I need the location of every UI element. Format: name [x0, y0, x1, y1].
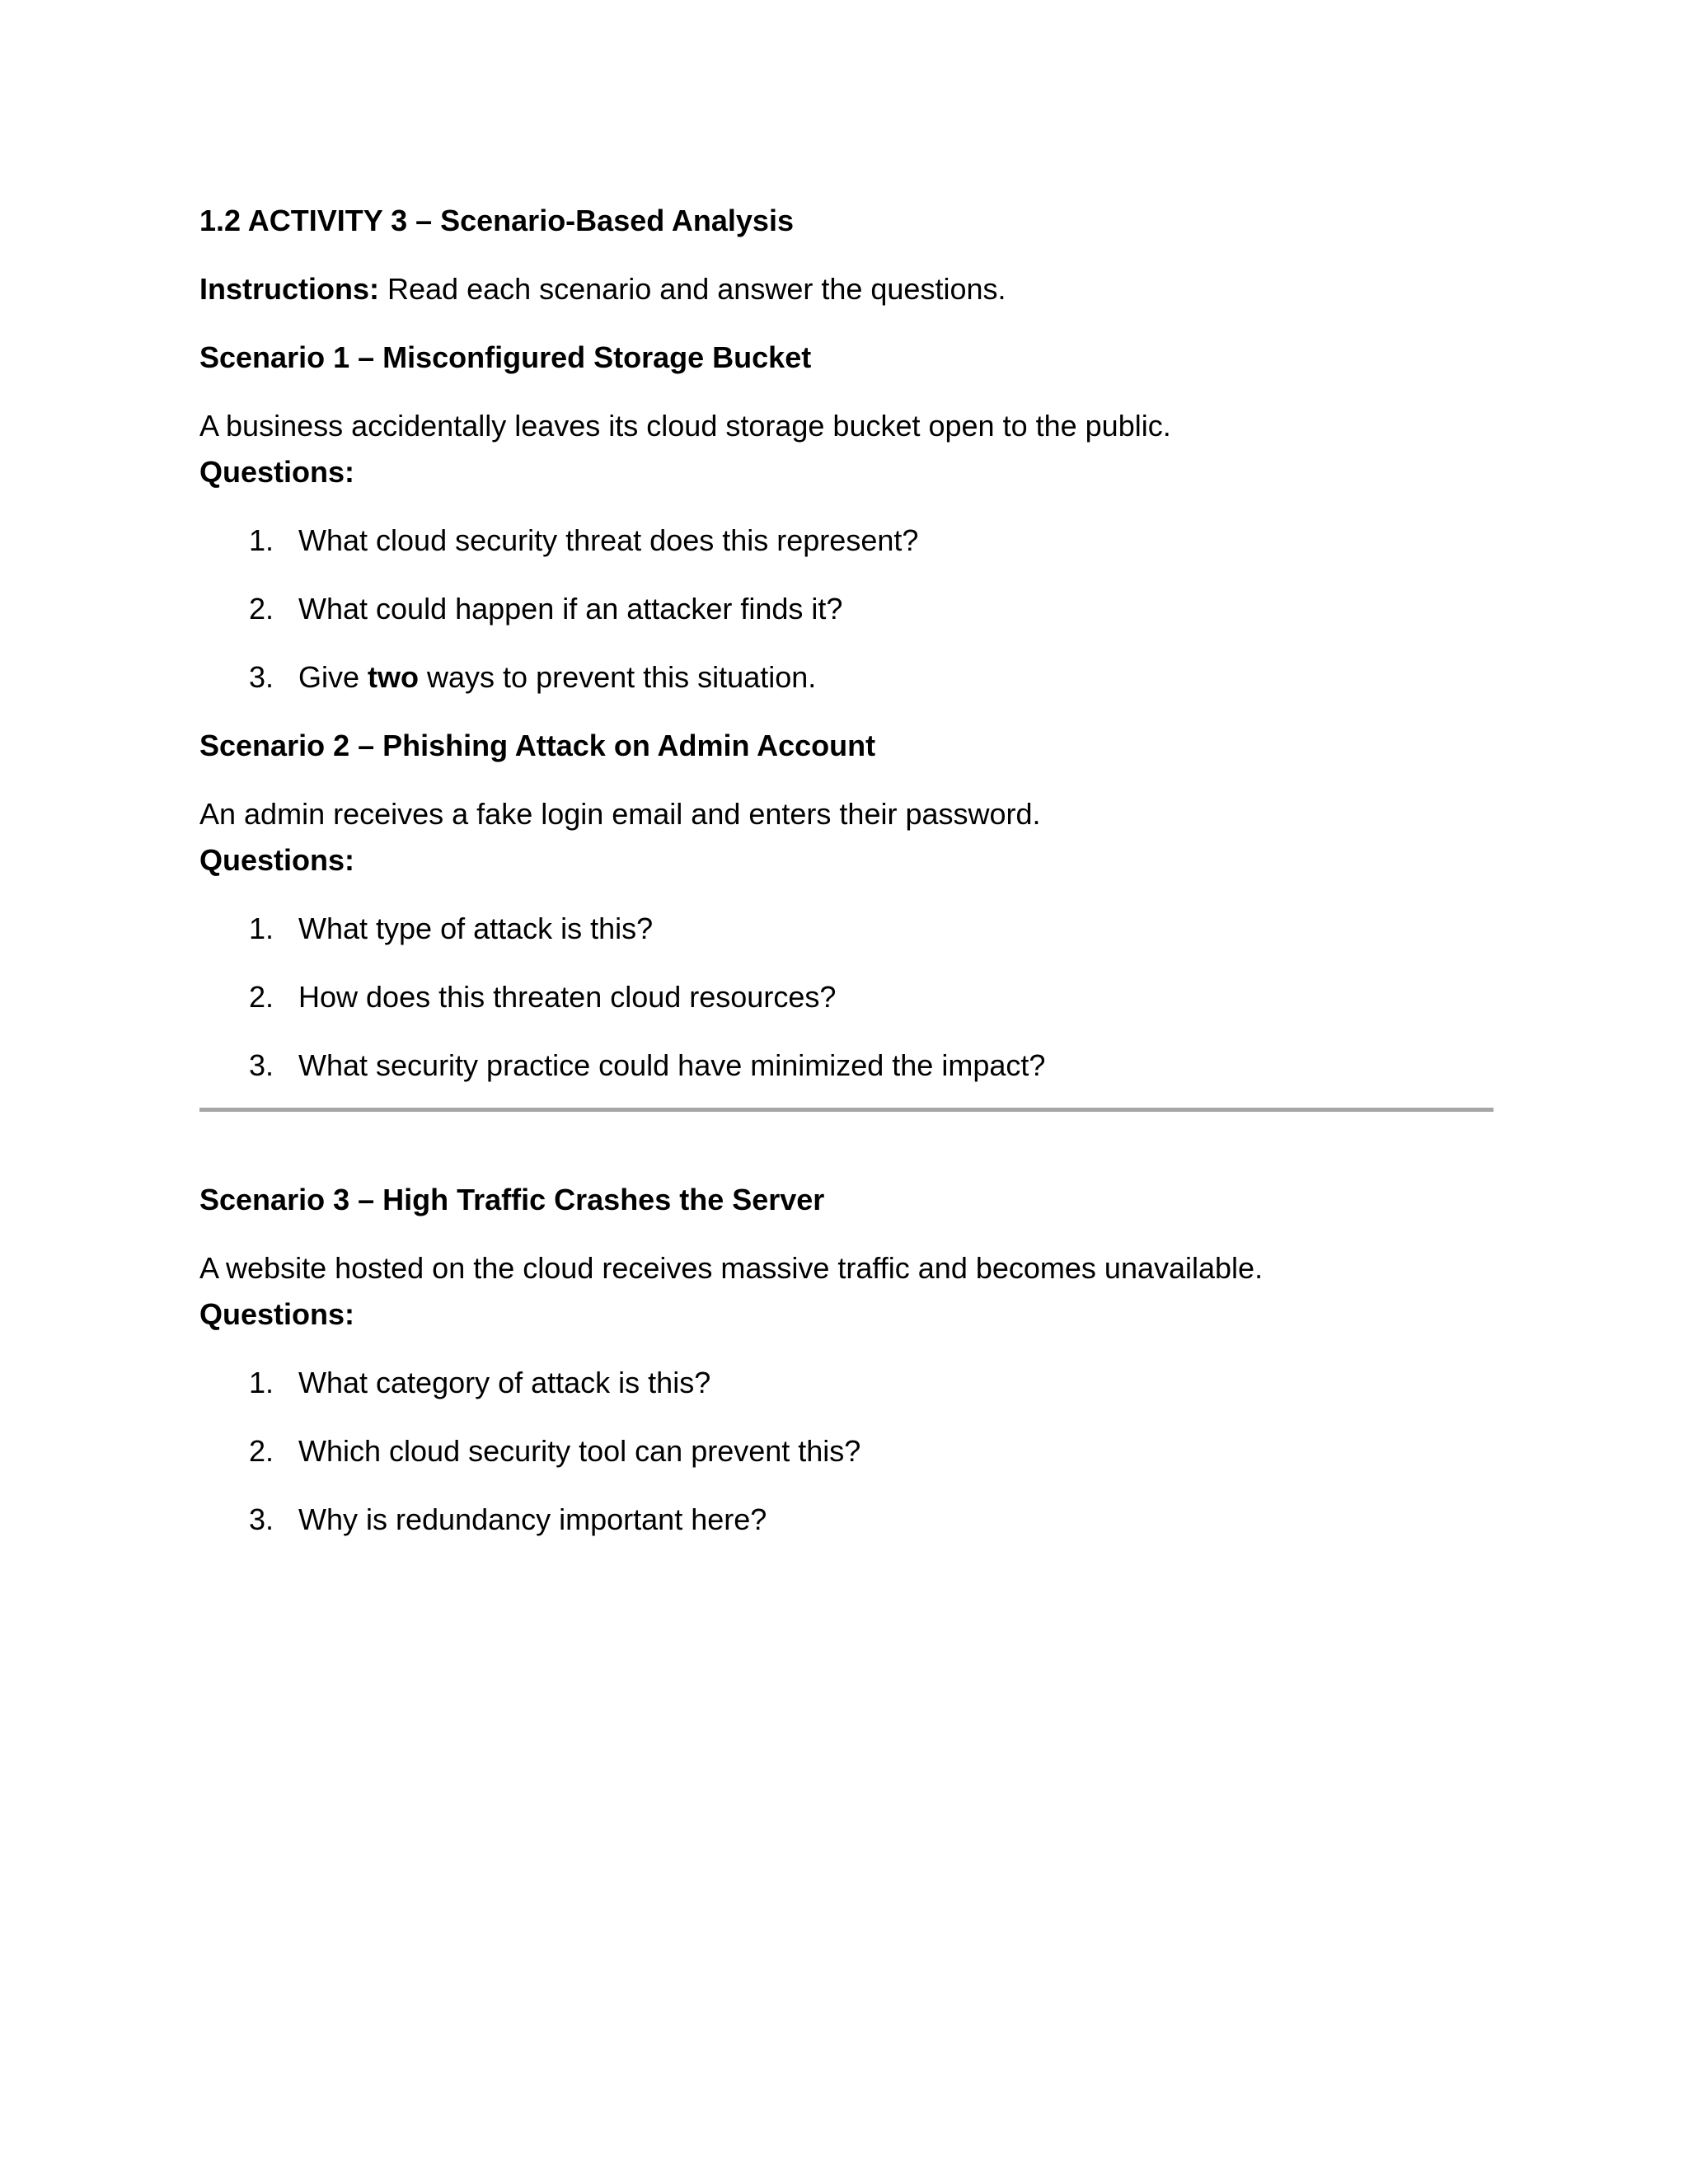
scenario-description: An admin receives a fake login email and enters their password.	[199, 797, 1041, 831]
question-list	[199, 906, 1493, 1089]
rule-spacer	[199, 1089, 1493, 1108]
question-list	[199, 518, 1493, 701]
question-text: What category of attack is this?	[298, 1366, 711, 1399]
scenario-title: Scenario 3 – High Traffic Crashes the Server	[199, 1183, 825, 1216]
question-text: What security practice could have minimized the impact?	[298, 1048, 1046, 1082]
question-item	[199, 1043, 1493, 1089]
question-text: What cloud security threat does this represent?	[298, 523, 919, 557]
question-number: 3.	[249, 1048, 274, 1082]
scenario-title: Scenario 2 – Phishing Attack on Admin Account	[199, 729, 876, 762]
question-number: 1.	[249, 912, 274, 945]
question-text: What type of attack is this?	[298, 912, 654, 945]
question-item	[199, 654, 1493, 701]
questions-label: Questions:	[199, 455, 355, 489]
question-text: Which cloud security tool can prevent this?	[298, 1434, 861, 1468]
question-number: 2.	[249, 1434, 274, 1468]
question-text: What could happen if an attacker finds it?	[298, 592, 843, 626]
question-text: Why is redundancy important here?	[298, 1502, 767, 1536]
question-number: 2.	[249, 980, 274, 1014]
question-number: 2.	[249, 592, 274, 626]
document-content	[199, 198, 1493, 1565]
question-text-pre: Give	[298, 660, 368, 694]
question-number: 3.	[249, 660, 274, 694]
scenario-description: A website hosted on the cloud receives massive traffic and becomes unavailable.	[199, 1251, 1264, 1285]
question-item	[199, 906, 1493, 952]
question-number: 1.	[249, 523, 274, 557]
instructions-text: Read each scenario and answer the questions.	[379, 272, 1006, 306]
question-item	[199, 1428, 1493, 1474]
question-item	[199, 974, 1493, 1020]
question-text-post: ways to prevent this situation.	[419, 660, 817, 694]
question-item	[199, 586, 1493, 632]
question-item	[199, 1497, 1493, 1543]
question-text: How does this threaten cloud resources?	[298, 980, 837, 1014]
questions-label: Questions:	[199, 1297, 355, 1331]
question-item	[199, 1360, 1493, 1406]
activity-heading: 1.2 ACTIVITY 3 – Scenario-Based Analysis	[199, 204, 794, 237]
question-number: 1.	[249, 1366, 274, 1399]
question-item	[199, 518, 1493, 564]
question-list	[199, 1360, 1493, 1543]
instructions-label: Instructions:	[199, 272, 380, 306]
scenario-description: A business accidentally leaves its cloud storage bucket open to the public.	[199, 409, 1171, 443]
rule-spacer	[199, 1112, 1493, 1177]
instructions-line	[199, 266, 1493, 312]
questions-label: Questions:	[199, 843, 355, 877]
scenario-title: Scenario 1 – Misconfigured Storage Bucket	[199, 340, 812, 374]
question-text-emphasis: two	[368, 660, 420, 694]
question-number: 3.	[249, 1502, 274, 1536]
